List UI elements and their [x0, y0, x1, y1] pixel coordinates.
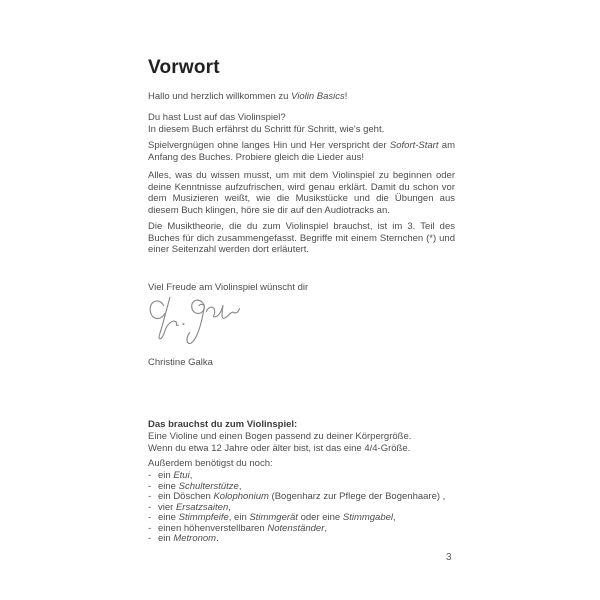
list-item-text: eine Schulterstütze,: [158, 480, 242, 492]
paragraph-alles: Alles, was du wissen musst, um mit dem Violinspiel zu beginnen oder deine Kenntnisse aufzufrischen, wird genau erklärt. Damit du schon vor dem Musizieren weißt, wie die Musikstücke und die Übungen aus diesem Buch klingen, höre sie dir auf den Audiotracks an.: [148, 170, 455, 216]
signature-name: Christine Galka: [148, 357, 213, 368]
paragraph-sofort-start: Spielvergnügen ohne langes Hin und Her verspricht der Sofort-Start am Anfang des Buches. Probiere gleich die Lieder aus!: [148, 140, 455, 163]
requirements-line-1: Eine Violine und einen Bogen passend zu deiner Körpergröße.: [148, 431, 412, 442]
dash-bullet: -: [148, 512, 152, 523]
list-item-text: einen höhenverstellbaren Notenständer,: [158, 522, 328, 534]
paragraph-lust: Du hast Lust auf das Violinspiel? In diesem Buch erfährst du Schritt für Schritt, wie's geht.: [148, 112, 385, 135]
list-item-text: ein Döschen Kolophonium (Bogenharz zur Pflege der Bogenhaare) ,: [158, 491, 446, 502]
dash-bullet: -: [148, 501, 152, 513]
handwritten-signature: [146, 294, 250, 348]
requirements-section: [148, 419, 455, 455]
list-item-text: ein Etui,: [158, 470, 193, 481]
list-item-text: eine Stimmpfeife, ein Stimmgerät oder eine Stimmgabel,: [158, 512, 396, 523]
list-item-text: ein Metronom.: [158, 533, 219, 544]
requirements-heading: Das brauchst du zum Violinspiel:: [148, 419, 298, 430]
list-item-text: vier Ersatzsaiten,: [158, 501, 231, 513]
paragraph-musiktheorie: Die Musiktheorie, die du zum Violinspiel brauchst, ist im 3. Teil des Buches für dich zusammengefasst. Begriffe mit einem Sternchen (*) und einer Seitenzahl werden dort erläutert.: [148, 221, 455, 255]
requirements-list: [148, 471, 455, 545]
dash-bullet: -: [148, 480, 152, 492]
dash-bullet: -: [148, 470, 152, 481]
dash-bullet: -: [148, 522, 152, 534]
dash-bullet: -: [148, 533, 152, 544]
page-title: Vorwort: [148, 57, 220, 78]
dash-bullet: -: [148, 491, 152, 502]
list-item: [148, 534, 455, 545]
also-needed-heading: Außerdem benötigst du noch:: [148, 458, 273, 469]
requirements-line-2: Wenn du etwa 12 Jahre oder älter bist, ist das eine 4/4-Größe.: [148, 443, 411, 454]
paragraph-closing: Viel Freude am Violinspiel wünscht dir: [148, 282, 309, 293]
page-number: 3: [446, 552, 452, 563]
paragraph-greeting: Hallo und herzlich willkommen zu Violin Basics!: [148, 91, 348, 102]
